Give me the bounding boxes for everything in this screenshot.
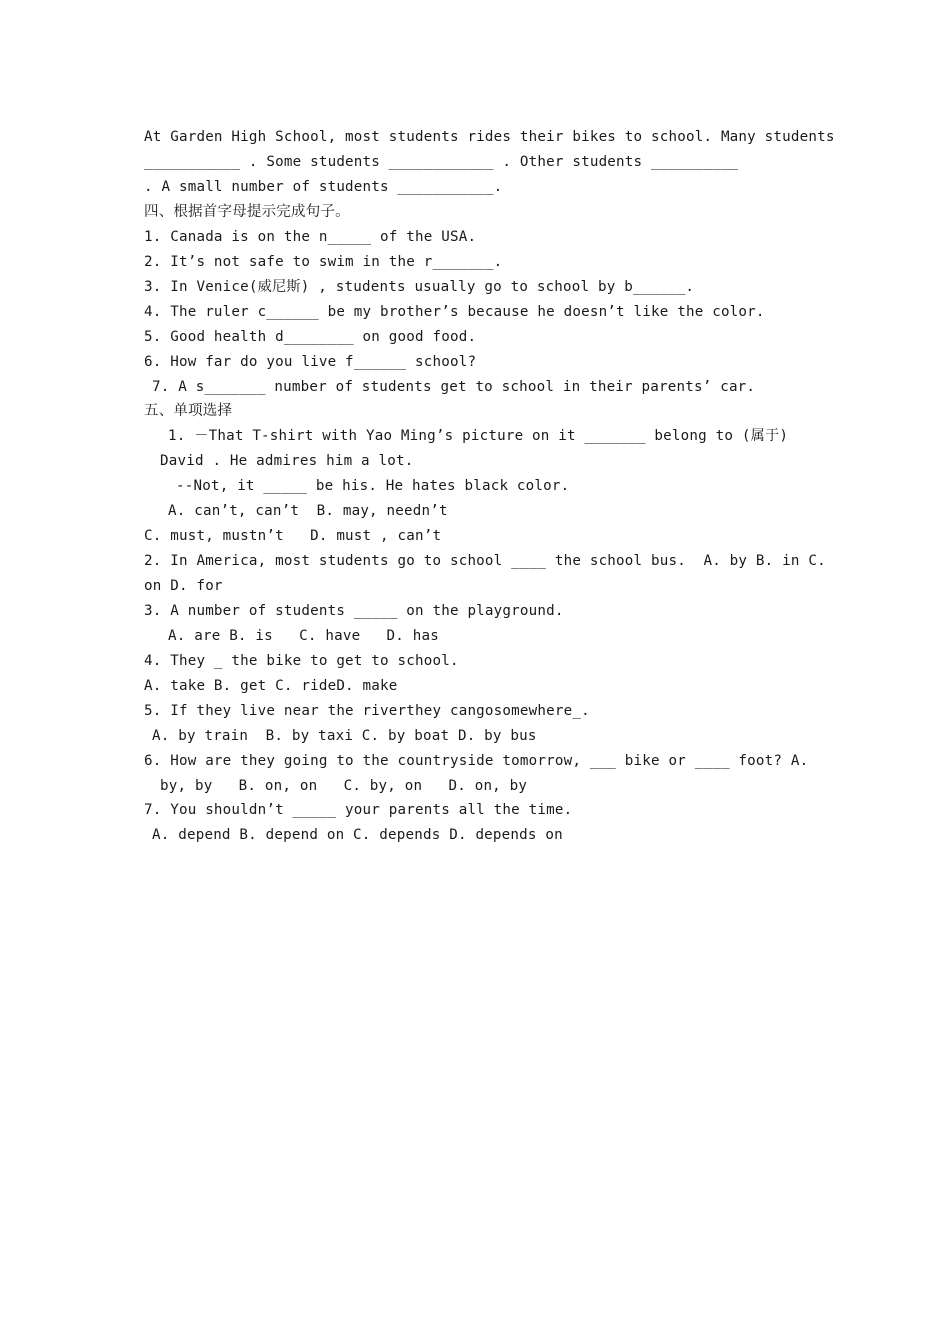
- section-4-item: 7. A s_______ number of students get to school in their parents’ car.: [152, 379, 756, 395]
- question-line: 6. How are they going to the countryside tomorrow, ___ bike or ____ foot? A.: [144, 753, 809, 769]
- section-4-item: 5. Good health d________ on good food.: [144, 329, 477, 345]
- question-options: by, by B. on, on C. by, on D. on, by: [160, 778, 528, 794]
- question-options: A. depend B. depend on C. depends D. depends on: [152, 827, 563, 843]
- question-line: 1. －That T-shirt with Yao Ming’s picture on it _______ belong to (属于): [168, 428, 789, 444]
- question-line: --Not, it _____ be his. He hates black color.: [176, 478, 570, 494]
- question-line: David . He admires him a lot.: [160, 453, 414, 469]
- question-line: 5. If they live near the riverthey cangosomewhere_.: [144, 703, 590, 719]
- question-options: A. take B. get C. rideD. make: [144, 678, 398, 694]
- section-4-item: 2. It’s not safe to swim in the r_______.: [144, 254, 503, 270]
- passage-line-1: At Garden High School, most students rides their bikes to school. Many students: [144, 129, 835, 145]
- question-options: A. can’t, can’t B. may, needn’t: [168, 503, 448, 519]
- question-options: on D. for: [144, 578, 223, 594]
- section-4-item: 4. The ruler c______ be my brother’s because he doesn’t like the color.: [144, 304, 765, 320]
- section-4-item: 3. In Venice(威尼斯) , students usually go to school by b______.: [144, 279, 695, 295]
- section-4-item: 1. Canada is on the n_____ of the USA.: [144, 229, 477, 245]
- question-line: 2. In America, most students go to school ____ the school bus. A. by B. in C.: [144, 553, 826, 569]
- passage-line-2: ___________ . Some students ____________ . Other students __________: [144, 154, 739, 170]
- question-options: A. by train B. by taxi C. by boat D. by bus: [152, 728, 537, 744]
- question-line: 3. A number of students _____ on the playground.: [144, 603, 564, 619]
- section-4-heading: 四、根据首字母提示完成句子。: [144, 204, 350, 220]
- question-options: C. must, mustn’t D. must , can’t: [144, 528, 442, 544]
- section-5-heading: 五、单项选择: [144, 403, 233, 419]
- passage-line-3: . A small number of students ___________.: [144, 179, 503, 195]
- section-4-item: 6. How far do you live f______ school?: [144, 354, 477, 370]
- question-line: 4. They _ the bike to get to school.: [144, 653, 459, 669]
- question-line: 7. You shouldn’t _____ your parents all the time.: [144, 802, 573, 818]
- question-options: A. are B. is C. have D. has: [168, 628, 439, 644]
